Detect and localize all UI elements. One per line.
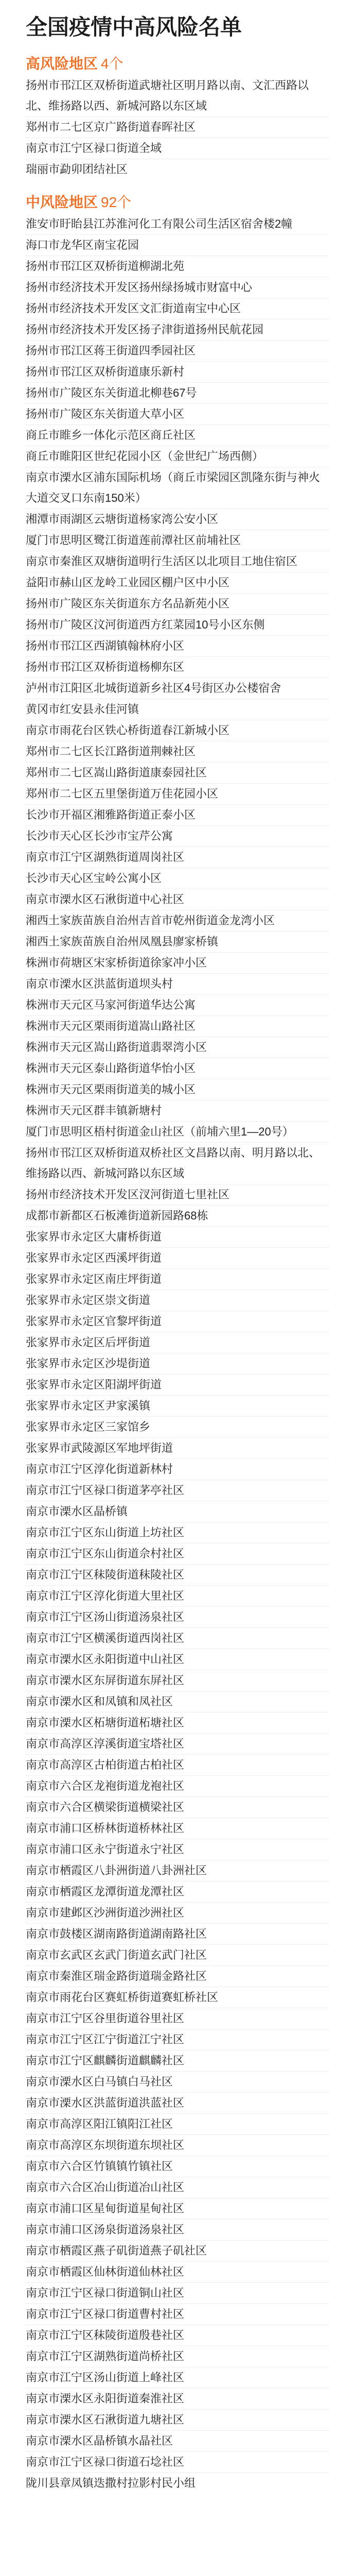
area-item: 张家界市永定区三家馆乡 (26, 1417, 329, 1438)
area-item: 株洲市荷塘区宋家桥街道徐家冲小区 (26, 953, 329, 974)
area-item: 南京市栖霞区燕子矶街道燕子矶社区 (26, 2241, 329, 2262)
area-item: 南京市溧水区柘塘街道柘塘社区 (26, 1713, 329, 1734)
area-item: 郑州市二七区长江路街道荆棘社区 (26, 741, 329, 762)
area-item: 张家界市永定区官黎坪街道 (26, 1311, 329, 1332)
area-item: 株洲市天元区栗雨街道嵩山路社区 (26, 1016, 329, 1037)
area-item: 成都市新都区石板滩街道新园路68栋 (26, 1206, 329, 1227)
area-item: 益阳市赫山区龙岭工业园区棚户区中小区 (26, 572, 329, 594)
section-name: 高风险地区 (26, 56, 98, 72)
area-item: 南京市雨花台区铁心桥街道春江新城小区 (26, 720, 329, 741)
area-item: 南京市溧水区晶桥镇水晶社区 (26, 2431, 329, 2452)
area-item: 株洲市天元区群丰镇新塘村 (26, 1100, 329, 1122)
area-item: 南京市六合区龙袍街道龙袍社区 (26, 1776, 329, 1797)
area-item: 扬州市广陵区东关街道大草小区 (26, 404, 329, 425)
area-item: 扬州市广陵区汶河街道西方红菜园10号小区东侧 (26, 615, 329, 636)
area-item: 南京市江宁区禄口街道全域 (26, 138, 329, 159)
area-item: 陇川县章凤镇迭撒村拉影村民小组 (26, 2477, 196, 2489)
high-risk-section (26, 53, 329, 180)
area-item: 南京市江宁区东山街道上坊社区 (26, 1522, 329, 1544)
area-item: 商丘市睢阳区世纪花园小区（金世纪广场西侧） (26, 446, 329, 467)
area-item: 张家界市永定区西溪坪街道 (26, 1248, 329, 1269)
area-item: 南京市溧水区白马镇白马社区 (26, 2072, 329, 2093)
area-item: 南京市江宁区湖熟街道尚桥社区 (26, 2346, 329, 2367)
area-item: 张家界市永定区南庄坪街道 (26, 1269, 329, 1290)
area-item: 南京市溧水区和凤镇和凤社区 (26, 1691, 329, 1713)
area-item: 南京市建邺区沙洲街道沙洲社区 (26, 1903, 329, 1924)
area-item: 南京市江宁区横溪街道西岗社区 (26, 1628, 329, 1649)
area-item: 南京市浦口区星甸街道星甸社区 (26, 2198, 329, 2219)
area-item: 南京市栖霞区八卦洲街道八卦洲社区 (26, 1860, 329, 1882)
area-item: 扬州市邗江区双桥街道双桥社区文昌路以南、明月路以北、维扬路以西、新城河路以东区域 (26, 1143, 329, 1184)
area-item: 湘潭市雨湖区云塘街道杨家湾公安小区 (26, 509, 329, 530)
area-item: 扬州市邗江区双桥街道武塘社区明月路以南、文汇西路以北、维扬路以西、新城河路以东区域 (26, 75, 329, 117)
area-item: 南京市江宁区秣陵街道殷巷社区 (26, 2325, 329, 2346)
area-item: 株洲市天元区马家河街道华达公寓 (26, 995, 329, 1016)
area-item: 南京市浦口区汤泉街道汤泉社区 (26, 2219, 329, 2241)
area-item: 张家界市武陵源区军地坪街道 (26, 1438, 329, 1459)
area-item: 南京市栖霞区仙林街道仙林社区 (26, 2262, 329, 2283)
section-header (26, 53, 329, 75)
area-item: 南京市江宁区东山街道佘村社区 (26, 1544, 329, 1565)
area-item: 南京市江宁区淳化街道大里社区 (26, 1586, 329, 1607)
area-item: 瑞丽市勐卯团结社区 (26, 163, 128, 176)
area-item: 南京市江宁区禄口街道曹村社区 (26, 2304, 329, 2325)
area-item: 南京市江宁区汤山街道上峰社区 (26, 2367, 329, 2388)
area-item: 南京市溧水区晶桥镇 (26, 1501, 329, 1522)
area-item: 南京市六合区冶山街道冶山社区 (26, 2177, 329, 2198)
area-item: 张家界市永定区尹家溪镇 (26, 1396, 329, 1417)
area-item: 南京市六合区横梁街道横梁社区 (26, 1797, 329, 1818)
area-item: 株洲市天元区嵩山路街道翡翠湾小区 (26, 1037, 329, 1058)
area-item: 株洲市天元区栗雨街道美的城小区 (26, 1079, 329, 1100)
area-item: 长沙市开福区湘雅路街道正泰小区 (26, 805, 329, 826)
section-count: 4个 (101, 56, 123, 72)
area-item: 郑州市二七区五里堡街道万佳花园小区 (26, 784, 329, 805)
area-item: 湘西土家族苗族自治州凤凰县廖家桥镇 (26, 931, 329, 953)
area-item: 扬州市经济技术开发区文汇街道南宝中心区 (26, 298, 329, 319)
area-item: 南京市溧水区永阳街道秦淮社区 (26, 2388, 329, 2410)
section-header (26, 191, 329, 214)
section-count: 92个 (101, 194, 132, 210)
area-item: 张家界市永定区崇文街道 (26, 1290, 329, 1311)
area-item: 厦门市思明区梧村街道金山社区（前埔六里1—20号） (26, 1122, 329, 1143)
area-item: 南京市高淳区东坝街道东坝社区 (26, 2135, 329, 2156)
area-item: 扬州市邗江区双桥街道康乐新村 (26, 362, 329, 383)
area-item: 扬州市经济技术开发区扬子津街道扬州民航花园 (26, 319, 329, 341)
area-item: 南京市江宁区谷里街道谷里社区 (26, 2008, 329, 2029)
area-item: 南京市江宁区禄口街道茅亭社区 (26, 1480, 329, 1501)
area-item: 南京市溧水区永阳街道中山社区 (26, 1649, 329, 1670)
area-item: 张家界市永定区阳湖坪街道 (26, 1375, 329, 1396)
area-item: 扬州市经济技术开发区汊河街道七里社区 (26, 1184, 329, 1206)
area-item: 海口市龙华区南宝花园 (26, 235, 329, 256)
area-item: 张家界市永定区后坪街道 (26, 1332, 329, 1353)
area-item: 南京市高淳区古柏街道古柏社区 (26, 1755, 329, 1776)
area-item: 南京市江宁区汤山街道汤泉社区 (26, 1607, 329, 1628)
area-item: 南京市栖霞区龙潭街道龙潭社区 (26, 1882, 329, 1903)
area-item: 南京市溧水区洪蓝街道坝头村 (26, 974, 329, 995)
area-item: 扬州市邗江区双桥街道杨柳东区 (26, 657, 329, 678)
area-item: 南京市江宁区淳化街道新林村 (26, 1459, 329, 1480)
area-item: 扬州市广陵区东关街道北柳巷67号 (26, 383, 329, 404)
area-item: 长沙市天心区长沙市宝芹公寓 (26, 826, 329, 847)
area-item: 南京市江宁区秣陵街道秣陵社区 (26, 1565, 329, 1586)
section-name: 中风险地区 (26, 194, 98, 210)
area-item: 南京市江宁区湖熟街道周岗社区 (26, 847, 329, 868)
area-list (26, 214, 329, 2494)
sections-container (26, 53, 329, 2494)
area-item: 郑州市二七区嵩山路街道康泰园社区 (26, 762, 329, 784)
area-item: 厦门市思明区鹭江街道莲前潭社区前埔社区 (26, 530, 329, 551)
area-item: 淮安市盱眙县江苏淮河化工有限公司生活区宿舍楼2幢 (26, 214, 329, 235)
area-item: 南京市溧水区石湫街道九塘社区 (26, 2410, 329, 2431)
area-item: 南京市溧水区洪蓝街道洪蓝社区 (26, 2093, 329, 2114)
area-item: 南京市江宁区禄口街道石埝社区 (26, 2452, 329, 2473)
area-item: 泸州市江阳区北城街道新乡社区4号街区办公楼宿舍 (26, 678, 329, 699)
area-item: 南京市高淳区阳江镇阳江社区 (26, 2114, 329, 2135)
area-item: 张家界市永定区沙堤街道 (26, 1353, 329, 1375)
area-item: 南京市浦口区永宁街道永宁社区 (26, 1839, 329, 1860)
medium-risk-section (26, 191, 329, 2494)
area-item: 株洲市天元区泰山路街道华怡小区 (26, 1058, 329, 1079)
area-item: 扬州市邗江区西湖镇翰林府小区 (26, 636, 329, 657)
area-item: 扬州市邗江区蒋王街道四季园社区 (26, 341, 329, 362)
area-item: 南京市溧水区浦东国际机场（商丘市梁园区凯隆东街与神火大道交叉口东南150米） (26, 467, 329, 509)
area-item: 南京市江宁区麒麟街道麒麟社区 (26, 2050, 329, 2072)
area-item: 南京市雨花台区赛虹桥街道赛虹桥社区 (26, 1987, 329, 2008)
area-item: 扬州市经济技术开发区扬州绿扬城市财富中心 (26, 277, 329, 298)
area-item: 南京市溧水区东屏街道东屏社区 (26, 1670, 329, 1691)
area-item: 南京市江宁区禄口街道铜山社区 (26, 2283, 329, 2304)
area-item: 扬州市邗江区双桥街道柳湖北苑 (26, 256, 329, 277)
area-item: 南京市溧水区石湫街道中心社区 (26, 889, 329, 910)
area-item: 南京市鼓楼区湖南路街道湖南路社区 (26, 1924, 329, 1945)
area-item: 南京市玄武区玄武门街道玄武门社区 (26, 1945, 329, 1966)
area-item: 南京市浦口区桥林街道桥林社区 (26, 1818, 329, 1839)
area-item: 商丘市睢乡一体化示范区商丘社区 (26, 425, 329, 446)
area-item: 南京市秦淮区双塘街道明行生活区以北项目工地住宿区 (26, 551, 329, 572)
area-item: 扬州市广陵区东关街道东方名品新苑小区 (26, 594, 329, 615)
area-item: 南京市秦淮区瑞金路街道瑞金路社区 (26, 1966, 329, 1987)
area-item: 南京市六合区竹镇镇竹镇社区 (26, 2156, 329, 2177)
area-item: 长沙市天心区宝岭公寓小区 (26, 868, 329, 889)
area-item: 南京市江宁区江宁街道江宁社区 (26, 2029, 329, 2050)
area-list (26, 75, 329, 180)
area-item: 黄冈市红安县永佳河镇 (26, 699, 329, 720)
page-title: 全国疫情中高风险名单 (26, 15, 242, 39)
area-item: 郑州市二七区京广路街道春晖社区 (26, 117, 329, 138)
area-item: 张家界市永定区大庸桥街道 (26, 1227, 329, 1248)
area-item: 湘西土家族苗族自治州吉首市乾州街道金龙湾小区 (26, 910, 329, 931)
area-item: 南京市高淳区淳溪街道宝塔社区 (26, 1734, 329, 1755)
